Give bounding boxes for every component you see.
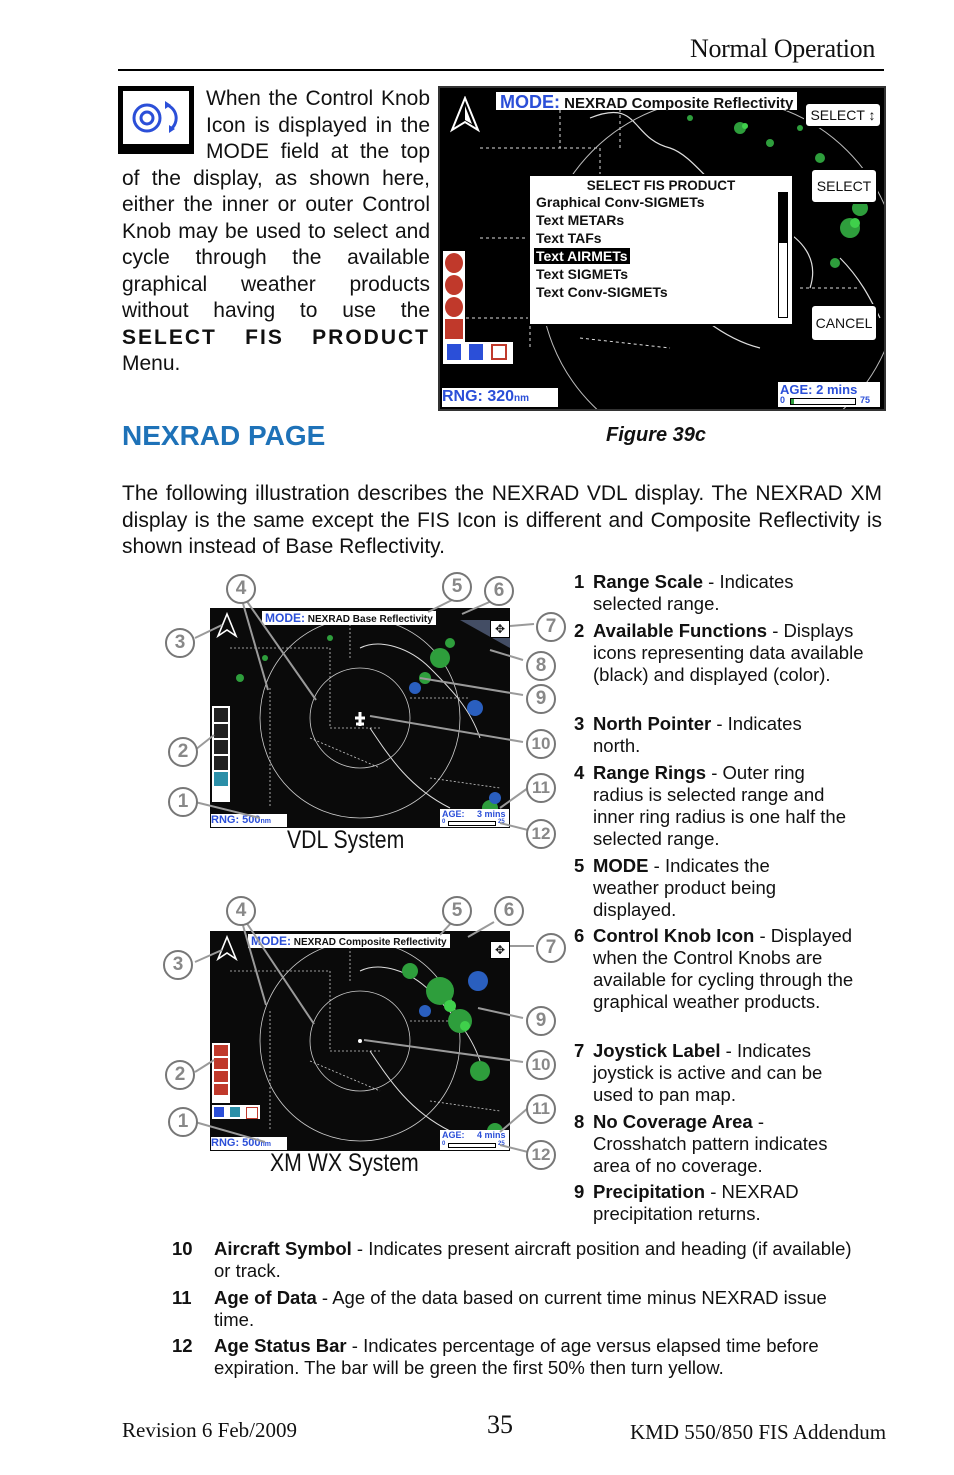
callout-4: 4 <box>226 896 256 926</box>
callout-11: 11 <box>526 1094 556 1124</box>
fig39c-cancel-button[interactable]: CANCEL <box>810 304 878 342</box>
legend-item-7: 7 Joystick Label - Indicates joystick is active and can be used to pan map. <box>574 1040 823 1105</box>
callout-1: 1 <box>168 787 198 817</box>
fig39c-mode-label: MODE: <box>500 92 560 112</box>
vdl-age-label: AGE: <box>442 809 465 819</box>
xm-age-label: AGE: <box>442 1130 465 1140</box>
vdl-joystick-icon[interactable]: ✥ <box>490 620 510 638</box>
section-paragraph: The following illustration describes the NEXRAD VDL display. The NEXRAD XM display is the same except the FIS Icon is different and Composite Reflectivity is shown instead of Base Reflectivity. <box>122 482 882 558</box>
legend-item-5: 5 MODE - Indicates the weather product being displayed. <box>574 855 777 920</box>
footer-page-number: 35 <box>487 1410 513 1439</box>
callout-6: 6 <box>484 576 514 606</box>
menu-item[interactable]: Text METARs <box>536 212 625 228</box>
menu-item[interactable]: Text Conv-SIGMETs <box>536 284 668 300</box>
menu-title: SELECT FIS PRODUCT <box>586 178 736 193</box>
callout-7: 7 <box>536 612 566 642</box>
vdl-age-status-bar: 0 25 <box>442 819 505 825</box>
legend-item-6: 6 Control Knob Icon - Displayed when the Control Knobs are available for cycling through the graphical weather products. <box>574 925 854 1012</box>
legend-item-2: 2 Available Functions - Displays icons representing data available (black) and displayed (color). <box>574 620 864 685</box>
callout-8: 8 <box>526 651 556 681</box>
callout-4: 4 <box>226 574 256 604</box>
legend-item-11: 11 Age of Data - Age of the data based on current time minus NEXRAD issue time. <box>172 1287 827 1330</box>
callout-9: 9 <box>526 1006 556 1036</box>
intro-text-after: Menu. <box>122 352 181 375</box>
fig39c-select-top-button[interactable]: SELECT ↕ <box>804 102 882 128</box>
footer-document-title: KMD 550/850 FIS Addendum <box>630 1420 887 1444</box>
menu-item[interactable]: Text TAFs <box>536 230 602 246</box>
callout-3: 3 <box>165 628 195 658</box>
vdl-system-label: VDL System <box>287 826 405 854</box>
xm-mode-label: MODE: <box>251 934 291 948</box>
figure-caption: Figure 39c <box>606 424 707 446</box>
callout-10: 10 <box>526 1050 556 1080</box>
xm-age-status-bar: 0 25 <box>442 1141 505 1147</box>
vdl-range-label: RNG: <box>211 814 240 826</box>
xm-range-unit: nm <box>260 1141 272 1148</box>
callout-2: 2 <box>165 1060 195 1090</box>
callout-5: 5 <box>442 572 472 602</box>
callout-12: 12 <box>526 819 556 849</box>
xm-range-label: RNG: <box>211 1137 240 1149</box>
callout-3: 3 <box>163 950 193 980</box>
callout-11: 11 <box>526 773 556 803</box>
xm-system-label: XM WX System <box>270 1149 419 1177</box>
section-title: NEXRAD PAGE <box>122 420 326 451</box>
callout-7: 7 <box>536 933 566 963</box>
vdl-mode-label: MODE: <box>265 611 305 625</box>
callout-10: 10 <box>526 729 556 759</box>
fig39c-select-button[interactable]: SELECT <box>810 168 878 204</box>
callout-2: 2 <box>168 737 198 767</box>
vdl-age-value: 3 mins <box>477 809 506 819</box>
fig39c-mode-value: NEXRAD Composite Reflectivity <box>564 95 794 112</box>
vdl-range-unit: nm <box>260 818 272 825</box>
footer-revision: Revision 6 Feb/2009 <box>122 1418 298 1442</box>
fig39c-range-unit: nm <box>514 393 530 404</box>
callout-12: 12 <box>526 1140 556 1170</box>
legend-item-3: 3 North Pointer - Indicates north. <box>574 713 802 756</box>
fig39c-age-value: 2 mins <box>816 382 858 397</box>
legend-item-8: 8 No Coverage Area - Crosshatch pattern indicates area of no coverage. <box>574 1111 828 1176</box>
xm-range-value: 500 <box>242 1137 261 1149</box>
vdl-range-value: 500 <box>242 814 261 826</box>
intro-text: When the Control Knob Icon is displayed in the MODE field at the top of the display, as shown here, either the inner or outer Control Knob may be used to select and cycle through the available graphical weather products without having to use the <box>122 87 430 322</box>
legend-item-10: 10 Aircraft Symbol - Indicates present aircraft position and heading (if available) or track. <box>172 1238 852 1281</box>
fig39c-range-label: RNG: <box>442 388 483 405</box>
xm-age-value: 4 mins <box>477 1130 506 1140</box>
xm-joystick-icon[interactable]: ✥ <box>490 941 510 959</box>
callout-5: 5 <box>442 896 472 926</box>
legend-item-4: 4 Range Rings - Outer ring radius is selected range and inner ring radius is one half the selected range. <box>574 762 846 849</box>
legend-item-1: 1 Range Scale - Indicates selected range. <box>574 571 794 614</box>
legend-item-12: 12 Age Status Bar - Indicates percentage of age versus elapsed time before expiration. The bar will be green the first 50% then turn yellow. <box>172 1335 819 1378</box>
vdl-mode-value: NEXRAD Base Reflectivity <box>307 614 433 625</box>
menu-item-selected[interactable]: Text AIRMETs <box>536 248 628 264</box>
page-header-title: Normal Operation <box>690 34 876 63</box>
fig39c-age-status-bar: 0 75 <box>780 395 871 405</box>
xm-mode-value: NEXRAD Composite Reflectivity <box>293 937 447 948</box>
menu-item[interactable]: Graphical Conv-SIGMETs <box>536 194 705 210</box>
intro-bold-menu: SELECT FIS PRODUCT <box>122 325 430 349</box>
callout-6: 6 <box>494 896 524 926</box>
menu-item[interactable]: Text SIGMETs <box>536 266 629 282</box>
fig39c-range-value: 320 <box>487 388 515 405</box>
fig39c-age-label: AGE: <box>780 382 813 397</box>
callout-9: 9 <box>526 684 556 714</box>
legend-item-9: 9 Precipitation - NEXRAD precipitation returns. <box>574 1181 799 1224</box>
callout-1: 1 <box>168 1107 198 1137</box>
